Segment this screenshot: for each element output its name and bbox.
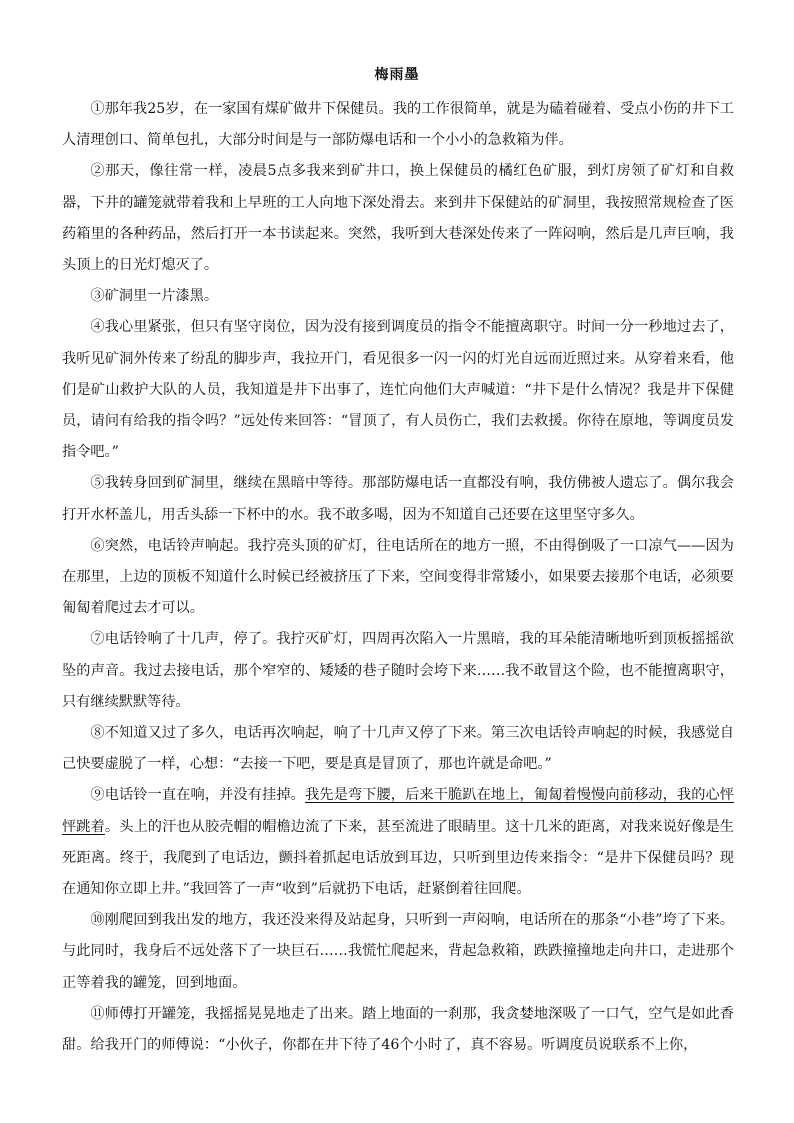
paragraph-5: ⑤我转身回到矿洞里，继续在黑暗中等待。那部防爆电话一直都没有响，我仿佛被人遗忘了。偶尔我会打开水杯盖儿，用舌头舔一下杯中的水。我不敢多喝，因为不知道自己还要在这里坚守多久。: [62, 475, 734, 523]
paragraph-1: ①那年我25岁，在一家国有煤矿做井下保健员。我的工作很简单，就是为磕着碰着、受点小伤的井下工人清理创口、简单包扎，大部分时间是与一部防爆电话和一个小小的急救箱为伴。: [62, 101, 734, 149]
paragraph-9-text-before: ⑨电话铃一直在响，并没有挂掉。: [90, 787, 305, 804]
paragraph-8: ⑧不知道又过了多久，电话再次响起，响了十几声又停了下来。第三次电话铃声响起的时候，我感觉自己快要虚脱了一样，心想：“去接一下吧，要是真是冒顶了，那也许就是命吧。”: [62, 725, 734, 773]
document-body: [62, 94, 734, 1061]
paragraph-4: ④我心里紧张，但只有坚守岗位，因为没有接到调度员的指令不能擅离职守。时间一分一秒地过去了，我听见矿洞外传来了纷乱的脚步声，我拉开门，看见很多一闪一闪的灯光自远而近照过来。从穿着来看，他们是矿山救护大队的人员，我知道是井下出事了，连忙向他们大声喊道：“井下是什么情况？我是井下保健员，请问有给我的指令吗？”远处传来回答：“冒顶了，有人员伤亡，我们去救援。你待在原地，等调度员发指令吧。”: [62, 319, 734, 461]
paragraph-9: [62, 780, 734, 905]
paragraph-9-text-after: 。头上的汗也从胶壳帽的帽檐边流了下来，甚至流进了眼睛里。这十几米的距离，对我来说好像是生死距离。终于，我爬到了电话边，颤抖着抓起电话放到耳边，只听到里边传来指令：“是井下保健员吗？现在通知你立即上井。”我回答了一声“收到”后就扔下电话，赶紧倒着往回爬。: [62, 818, 734, 898]
paragraph-10: ⑩刚爬回到我出发的地方，我还没来得及站起身，只听到一声闷响，电话所在的那条“小巷”垮了下来。与此同时，我身后不远处落下了一块巨石……我慌忙爬起来，背起急救箱，跌跌撞撞地走向井口，走进那个正等着我的罐笼，回到地面。: [62, 912, 734, 991]
document-title: 梅雨墨: [374, 67, 420, 83]
paragraph-9-underlined-sentence: 我先是弯下腰，后来干脆趴在地上，匍匐着慢慢向前移动，我的心怦怦跳着: [62, 787, 734, 835]
paragraph-11: ⑪师傅打开罐笼，我摇摇晃晃地走了出来。踏上地面的一刹那，我贪婪地深吸了一口气，空气是如此香甜。给我开门的师傅说：“小伙子，你都在井下待了46个小时了，真不容易。听调度员说联系不上你，: [62, 1005, 734, 1054]
paragraph-2: ②那天，像往常一样，凌晨5点多我来到矿井口，换上保健员的橘红色矿服，到灯房领了矿灯和自救器，下井的罐笼就带着我和上早班的工人向地下深处滑去。来到井下保健站的矿洞里，我按照常规检查了医药箱里的各种药品，然后打开一本书读起来。突然，我听到大巷深处传来了一阵闷响，然后是几声巨响，我头顶上的日光灯熄灭了。: [62, 163, 734, 274]
paragraph-3: ③矿洞里一片漆黑。: [90, 288, 219, 305]
paragraph-6: ⑥突然，电话铃声响起。我拧亮头顶的矿灯，往电话所在的地方一照，不由得倒吸了一口凉气——因为在那里，上边的顶板不知道什么时候已经被挤压了下来，空间变得非常矮小，如果要去接那个电话，必须要匍匐着爬过去才可以。: [62, 537, 734, 617]
paragraph-7: ⑦电话铃响了十几声，停了。我拧灭矿灯，四周再次陷入一片黑暗，我的耳朵能清晰地听到顶板摇摇欲坠的声音。我过去接电话，那个窄窄的、矮矮的巷子随时会垮下来……我不敢冒这个险，也不能擅离职守，只有继续默默等待。: [62, 631, 734, 710]
